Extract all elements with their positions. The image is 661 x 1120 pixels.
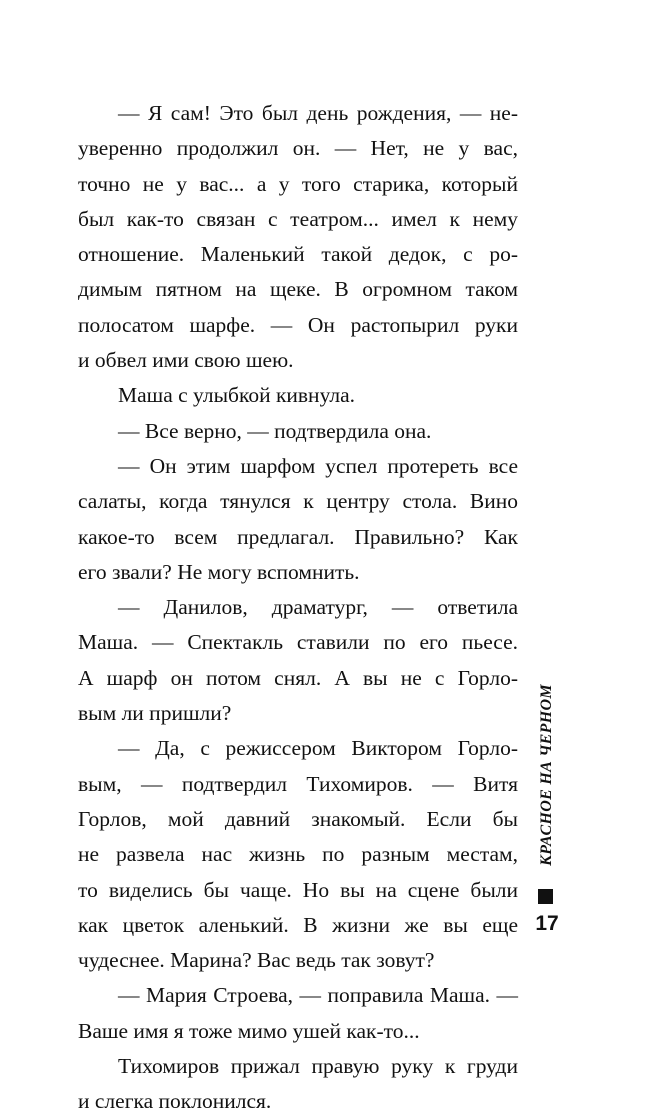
text-line: полосатом шарфе. — Он растопырил руки [78,312,518,337]
page-marker-square [538,889,553,904]
text-line: чудеснее. Марина? Вас ведь так зовут? [78,948,435,973]
text-line: его звали? Не могу вспомнить. [78,559,360,584]
text-line: и обвел ими свою шею. [78,348,294,373]
text-line: вым, — подтвердил Тихомиров. — Витя [78,771,518,796]
body-text [78,96,518,1120]
text-line: Тихомиров прижал правую руку к груди [118,1054,518,1079]
text-line: — Он этим шарфом успел протереть все [118,453,518,478]
text-line: Маша с улыбкой кивнула. [118,383,356,408]
text-line: точно не у вас... а у того старика, который [78,171,518,196]
text-line: не развела нас жизнь по разным местам, [78,842,518,867]
text-line: — Я сам! Это был день рождения, — не- [118,101,518,125]
text-line: и слегка поклонился. [78,1089,272,1114]
text-line: вым ли пришли? [78,701,232,726]
page-number: 17 [535,912,559,935]
text-line: как цветок аленький. В жизни же вы еще [78,912,518,937]
text-line: отношение. Маленький такой дедок, с ро- [78,242,518,267]
text-line: какое-то всем предлагал. Правильно? Как [78,524,518,549]
text-line: Маша. — Спектакль ставили по его пьесе. [78,630,518,655]
text-line: — Мария Строева, — поправила Маша. — [118,983,518,1008]
text-line: А шарф он потом снял. А вы не с Горло- [78,665,518,690]
text-line: — Данилов, драматург, — ответила [118,595,518,620]
text-line: салаты, когда тянулся к центру стола. Вино [78,489,518,514]
text-line: — Да, с режиссером Виктором Горло- [118,736,518,761]
text-line: был как-то связан с театром... имел к нему [78,206,518,231]
running-header [532,670,562,880]
series-title: КРАСНОЕ НА ЧЕРНОМ [538,684,555,866]
text-line: — Все верно, — подтвердила она. [118,418,432,443]
text-line: то виделись бы чаще. Но вы на сцене были [78,877,518,902]
text-line: димым пятном на щеке. В огромном таком [78,277,518,302]
text-line: Горлов, мой давний знакомый. Если бы [78,806,518,831]
text-line: уверенно продолжил он. — Нет, не у вас, [78,136,518,161]
text-line: Ваше имя я тоже мимо ушей как-то... [78,1018,420,1043]
